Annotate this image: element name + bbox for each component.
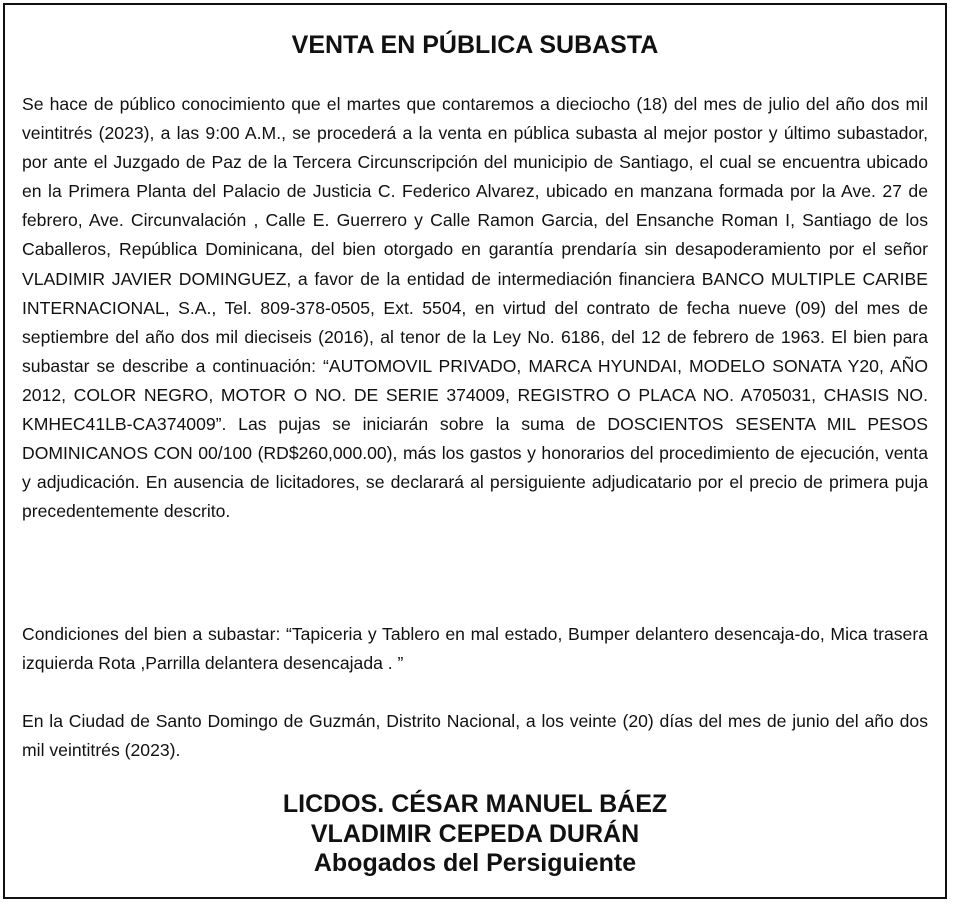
signature-line-role: Abogados del Persiguiente — [313, 849, 637, 877]
signature-block — [5, 790, 945, 879]
notice-frame — [3, 3, 947, 899]
notice-paragraph-auction-details: Se hace de público conocimiento que el martes que contaremos a dieciocho (18) del mes de julio del año dos mil veintitrés (2023), a las 9:00 A.M., se procederá a la venta en pública subasta al mejor postor y último subastador, por ante el Juzgado de Paz de la Tercera Circunscripción del municipio de Santiago, el cual se encuentra ubicado en la Primera Planta del Palacio de Justicia C. Federico Alvarez, ubicado en manzana formada por la Ave. 27 de febrero, Ave. Circunvalación , Calle E. Guerrero y Calle Ramon Garcia, del Ensanche Roman I, Santiago de los Caballeros, República Dominicana, del bien otorgado en garantía prendaría sin desapoderamiento por el señor VLADIMIR JAVIER DOMINGUEZ, a favor de la entidad de intermediación financiera BANCO MULTIPLE CARIBE INTERNACIONAL, S.A., Tel. 809-378-0505, Ext. 5504, en virtud del contrato de fecha nueve (09) del mes de septiembre del año dos mil dieciseis (2016), al tenor de la Ley No. 6186, del 12 de febrero de 1963. El bien para subastar se describe a continuación: “AUTOMOVIL PRIVADO, MARCA HYUNDAI, MODELO SONATA Y20, AÑO 2012, COLOR NEGRO, MOTOR O NO. DE SERIE 374009, REGISTRO O PLACA NO. A705031, CHASIS NO. KMHEC41LB-CA374009”. Las pujas se iniciarán sobre la suma de DOSCIENTOS SESENTA MIL PESOS DOMINICANOS CON 00/100 (RD$260,000.00), más los gastos y honorarios del procedimiento de ejecución, venta y adjudicación. En ausencia de licitadores, se declarará al persiguiente adjudicatario por el precio de primera puja precedentemente descrito. — [22, 94, 928, 522]
notice-title: VENTA EN PÚBLICA SUBASTA — [291, 31, 659, 59]
notice-paragraph-place-date: En la Ciudad de Santo Domingo de Guzmán, Distrito Nacional, a los veinte (20) días del mes de junio del año dos mil veintitrés (2023). — [22, 711, 928, 761]
notice-paragraph-conditions: Condiciones del bien a subastar: “Tapiceria y Tablero en mal estado, Bumper delantero desencaja-do, Mica trasera izquierda Rota ,Parrilla delantera desencajada . ” — [22, 624, 928, 674]
signature-line-lawyer-1: LICDOS. CÉSAR MANUEL BÁEZ — [282, 790, 668, 818]
signature-line-lawyer-2: VLADIMIR CEPEDA DURÁN — [310, 819, 640, 848]
